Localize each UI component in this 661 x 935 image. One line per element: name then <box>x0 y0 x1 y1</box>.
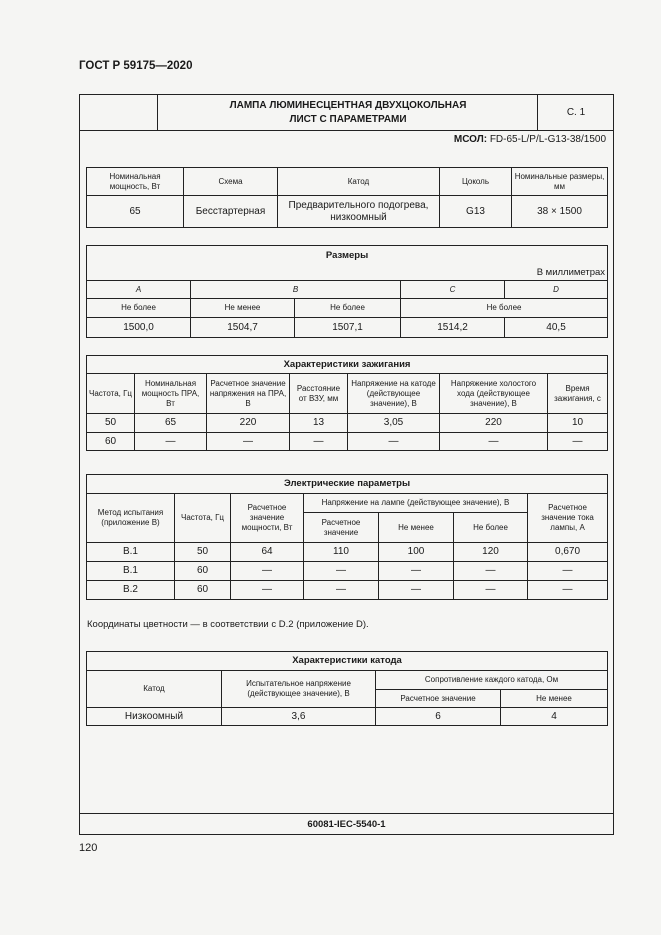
header-cell: Номинальная мощность ПРА, Вт <box>135 374 207 414</box>
dimension-limit: Не более <box>401 299 608 318</box>
value-cell: 220 <box>440 414 548 433</box>
value-cell: — <box>454 562 528 581</box>
value-cell: — <box>528 581 608 600</box>
table-row <box>87 246 608 266</box>
parameter-sheet-frame <box>79 94 614 835</box>
value-cell: 64 <box>231 543 304 562</box>
value-cell: 60 <box>175 581 231 600</box>
value-cell: B.1 <box>87 543 175 562</box>
value-cell: — <box>231 562 304 581</box>
value-cell: 220 <box>207 414 290 433</box>
header-cell: Номинальные размеры, мм <box>512 168 608 196</box>
table-row <box>87 299 608 318</box>
dimensions-caption: Размеры <box>87 246 608 266</box>
header-cell: Расчетное значение тока лампы, А <box>528 494 608 543</box>
dimension-value: 1504,7 <box>191 318 295 338</box>
dimensions-unit: В миллиметрах <box>87 266 608 281</box>
value-cell: — <box>454 581 528 600</box>
table-row <box>87 652 608 671</box>
value-cell: 4 <box>501 708 608 726</box>
table-row <box>87 374 608 414</box>
chromaticity-note: Координаты цветности — в соответствии с D.2 (приложение D). <box>87 619 369 630</box>
sheet-title-line1: ЛАМПА ЛЮМИНЕСЦЕНТНАЯ ДВУХЦОКОЛЬНАЯ <box>229 99 467 111</box>
table-row <box>87 581 608 600</box>
value-cell: 10 <box>548 414 608 433</box>
header-cell: Расстояние от ВЗУ, мм <box>290 374 348 414</box>
value-cell: 100 <box>379 543 454 562</box>
table-row <box>87 543 608 562</box>
header-cell: Испытательное напряжение (действующее значение), В <box>222 671 376 708</box>
model-value: FD-65-L/P/L-G13-38/1500 <box>489 134 606 145</box>
value-cell: 3,6 <box>222 708 376 726</box>
header-cell: Расчетное значение <box>304 513 379 543</box>
value-cell: — <box>231 581 304 600</box>
sheet-title <box>158 95 538 130</box>
dimension-value: 40,5 <box>505 318 608 338</box>
dimension-value: 1514,2 <box>401 318 505 338</box>
header-blank-cell <box>80 95 158 130</box>
dimension-letter: C <box>401 281 505 299</box>
table-row <box>87 196 608 228</box>
dimension-limit: Не менее <box>191 299 295 318</box>
sheet-footer-code: 60081-IEC-5540-1 <box>80 813 613 834</box>
value-cell: B.1 <box>87 562 175 581</box>
dimension-value: 1507,1 <box>295 318 401 338</box>
header-cell: Время зажигания, с <box>548 374 608 414</box>
value-cell: — <box>207 433 290 451</box>
value-cell: — <box>304 581 379 600</box>
dimension-letter: D <box>505 281 608 299</box>
value-cell: 50 <box>175 543 231 562</box>
value-cell: 0,670 <box>528 543 608 562</box>
cathode-caption: Характеристики катода <box>87 652 608 671</box>
model-label: МСОЛ: <box>453 134 488 145</box>
value-cell: Бесстартерная <box>184 196 278 228</box>
value-cell: — <box>290 433 348 451</box>
value-cell: 13 <box>290 414 348 433</box>
page-number: 120 <box>79 842 98 854</box>
dimension-value: 1500,0 <box>87 318 191 338</box>
header-cell: Цоколь <box>440 168 512 196</box>
header-cell: Расчетное значение <box>376 690 501 708</box>
value-cell: 65 <box>135 414 207 433</box>
header-cell: Расчетное значение мощности, Вт <box>231 494 304 543</box>
value-cell: — <box>135 433 207 451</box>
value-cell: Низкоомный <box>87 708 222 726</box>
table-row <box>87 562 608 581</box>
table-row <box>87 318 608 338</box>
dimension-letter: A <box>87 281 191 299</box>
table-row <box>87 708 608 726</box>
header-cell: Схема <box>184 168 278 196</box>
dimension-limit: Не более <box>295 299 401 318</box>
dimensions-table <box>86 245 608 338</box>
header-cell: Сопротивление каждого катода, Ом <box>376 671 608 690</box>
header-cell: Не менее <box>379 513 454 543</box>
value-cell: B.2 <box>87 581 175 600</box>
value-cell: Предварительного подогрева, низкоомный <box>278 196 440 228</box>
sheet-header <box>80 95 613 131</box>
electrical-caption: Электрические параметры <box>87 475 608 494</box>
header-cell: Не менее <box>501 690 608 708</box>
table-row <box>87 433 608 451</box>
value-cell: — <box>548 433 608 451</box>
ignition-table <box>86 355 608 451</box>
table-row <box>87 281 608 299</box>
value-cell: — <box>348 433 440 451</box>
header-cell: Не более <box>454 513 528 543</box>
value-cell: 65 <box>87 196 184 228</box>
sheet-number: С. 1 <box>537 95 614 130</box>
header-cell: Напряжение холостого хода (действующее значение), В <box>440 374 548 414</box>
dimension-letter: B <box>191 281 401 299</box>
header-cell: Частота, Гц <box>175 494 231 543</box>
header-cell: Расчетное значение напряжения на ПРА, В <box>207 374 290 414</box>
value-cell: G13 <box>440 196 512 228</box>
value-cell: 120 <box>454 543 528 562</box>
summary-table <box>86 167 608 228</box>
header-cell: Напряжение на катоде (действующее значение), В <box>348 374 440 414</box>
cathode-table <box>86 651 608 726</box>
table-row <box>87 671 608 690</box>
value-cell: 38 × 1500 <box>512 196 608 228</box>
standard-code: ГОСТ Р 59175—2020 <box>79 60 193 72</box>
value-cell: 60 <box>175 562 231 581</box>
value-cell: 60 <box>87 433 135 451</box>
value-cell: 110 <box>304 543 379 562</box>
table-row <box>87 356 608 374</box>
sheet-title-line2: ЛИСТ С ПАРАМЕТРАМИ <box>289 113 407 125</box>
header-cell: Катод <box>278 168 440 196</box>
ignition-caption: Характеристики зажигания <box>87 356 608 374</box>
model-designation <box>454 134 606 145</box>
table-row <box>87 168 608 196</box>
value-cell: — <box>440 433 548 451</box>
header-cell: Напряжение на лампе (действующее значение), В <box>304 494 528 513</box>
header-cell: Номинальная мощность, Вт <box>87 168 184 196</box>
value-cell: 50 <box>87 414 135 433</box>
dimension-limit: Не более <box>87 299 191 318</box>
table-row <box>87 266 608 281</box>
value-cell: — <box>379 562 454 581</box>
value-cell: 6 <box>376 708 501 726</box>
table-row <box>87 494 608 513</box>
value-cell: — <box>528 562 608 581</box>
table-row <box>87 475 608 494</box>
table-row <box>87 414 608 433</box>
electrical-table <box>86 474 608 600</box>
value-cell: — <box>379 581 454 600</box>
value-cell: — <box>304 562 379 581</box>
header-cell: Метод испытания (приложение B) <box>87 494 175 543</box>
header-cell: Катод <box>87 671 222 708</box>
header-cell: Частота, Гц <box>87 374 135 414</box>
value-cell: 3,05 <box>348 414 440 433</box>
